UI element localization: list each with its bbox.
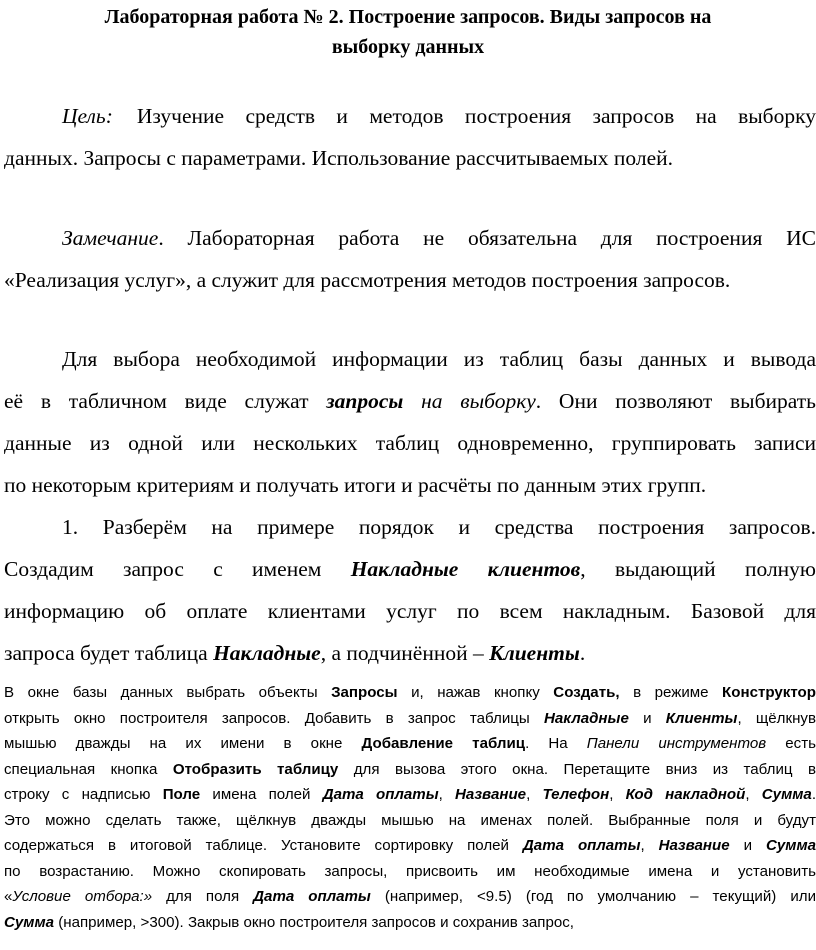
query-name: Накладные клиентов (350, 557, 581, 581)
goal-line-1: Цель: Изучение средств и методов построения запросов на выборку (62, 104, 816, 128)
para2-line-1: 1. Разберём на примере порядок и средства построения запросов. (62, 515, 816, 539)
instr-line-6: Это можно сделать также, щёлкнув дважды мышью на именах полей. Выбранные поля и будут (4, 811, 816, 829)
title-line-2: выборку данных (331, 36, 485, 58)
page-title (0, 2, 816, 62)
term-queries: запросы (326, 389, 404, 413)
base-table-name: Накладные (213, 641, 321, 665)
remark-label: Замечание (62, 226, 159, 250)
instr-line-9: «Условие отбора:» для поля Дата оплаты (например, <9.5) (год по умолчанию – текущий) или (4, 888, 816, 905)
sub-table-name: Клиенты (489, 641, 580, 665)
para1-line-4: по некоторым критериям и получать итоги и расчёты по данным этих групп. (4, 473, 707, 497)
para2-line-2: Создадим запрос с именем Накладные клиентов, выдающий полную (4, 557, 816, 581)
remark-line-2: «Реализация услуг», а служит для рассмотрения методов построения запросов. (4, 268, 731, 292)
instr-line-4: специальная кнопка Отобразить таблицу для вызова этого окна. Перетащите вниз из таблиц в (4, 760, 816, 778)
para2-line-3: информацию об оплате клиентами услуг по всем накладным. Базовой для (4, 599, 816, 623)
instr-line-1: В окне базы данных выбрать объекты Запросы и, нажав кнопку Создать, в режиме Конструктор (4, 684, 816, 701)
title-line-1: Лабораторная работа № 2. Построение запросов. Виды запросов на (104, 6, 712, 28)
para1-line-1: Для выбора необходимой информации из таблиц базы данных и вывода (62, 347, 816, 371)
instr-line-5: строку с надписью Поле имена полей Дата оплаты, Название, Телефон, Код накладной, Сумма. (4, 786, 816, 803)
para2-line-4: запроса будет таблица Накладные, а подчинённой – Клиенты. (4, 641, 586, 665)
instr-line-3: мышью дважды на их имени в окне Добавление таблиц. На Панели инструментов есть (4, 735, 816, 752)
goal-line-2: данных. Запросы с параметрами. Использование рассчитываемых полей. (4, 146, 673, 170)
goal-label: Цель: (62, 104, 113, 128)
remark-line-1: Замечание. Лабораторная работа не обязательна для построения ИС (62, 226, 816, 250)
instructions-block (4, 680, 816, 935)
para1-line-3: данные из одной или нескольких таблиц одновременно, группировать записи (4, 431, 816, 455)
para1-line-2: её в табличном виде служат запросы на выборку. Они позволяют выбирать (4, 389, 816, 413)
instr-line-10: Сумма (например, >300). Закрыв окно построителя запросов и сохранив запрос, (4, 913, 574, 931)
instr-line-8: по возрастанию. Можно скопировать запросы, присвоить им необходимые имена и установить (4, 862, 816, 880)
instr-line-2: открыть окно построителя запросов. Добавить в запрос таблицы Накладные и Клиенты, щёлкнув (4, 709, 816, 727)
instr-line-7: содержаться в итоговой таблице. Установите сортировку полей Дата оплаты, Название и Сумма (4, 837, 816, 854)
